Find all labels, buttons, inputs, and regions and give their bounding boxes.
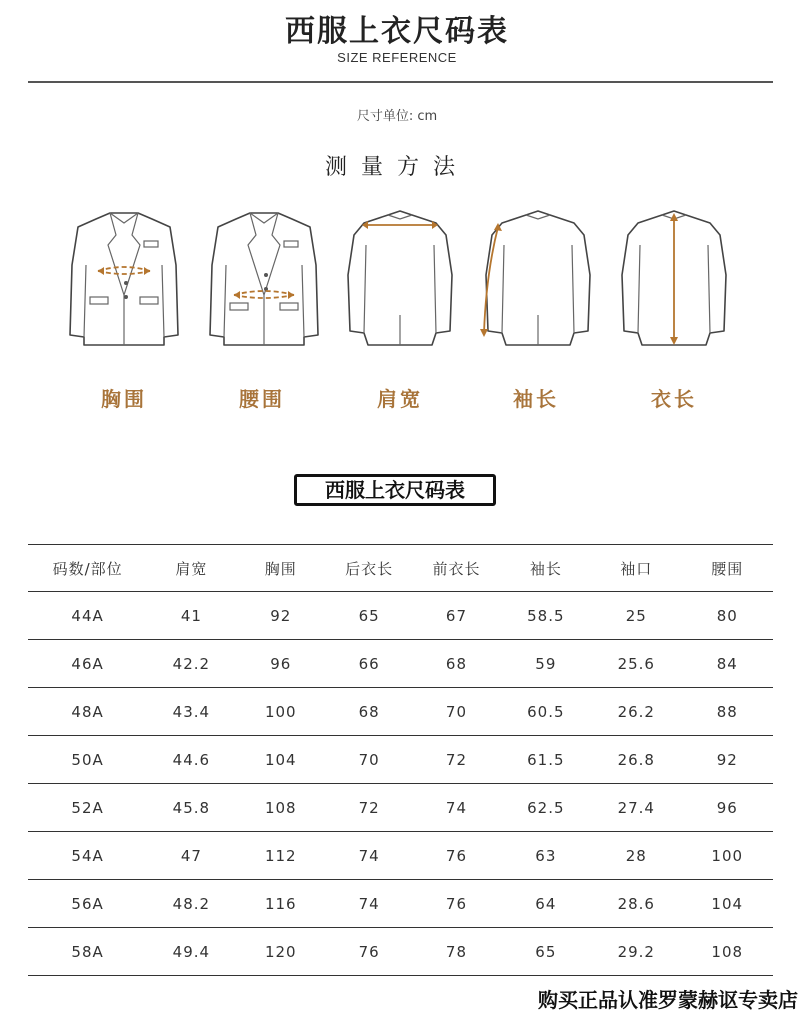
table-cell: 70 (326, 736, 412, 784)
jacket-front-chest-icon (64, 205, 184, 355)
divider (28, 81, 773, 83)
table-cell: 28.6 (591, 880, 681, 928)
table-cell: 63 (501, 832, 591, 880)
table-cell: 50A (28, 736, 147, 784)
table-cell: 104 (236, 736, 326, 784)
table-cell: 43.4 (147, 688, 235, 736)
table-cell: 96 (236, 640, 326, 688)
table-cell: 48A (28, 688, 147, 736)
page-subtitle: SIZE REFERENCE (337, 50, 457, 65)
table-header-row (28, 545, 773, 592)
table-cell: 49.4 (147, 928, 235, 976)
table-row (28, 832, 773, 880)
table-cell: 29.2 (591, 928, 681, 976)
unit-note: 尺寸单位: cm (356, 109, 438, 124)
figure-label-chest: 胸围 (101, 387, 147, 411)
table-row (28, 784, 773, 832)
table-header: 胸围 (236, 545, 326, 592)
table-cell: 100 (681, 832, 773, 880)
page-title: 西服上衣尺码表 (285, 14, 509, 49)
table-cell: 76 (412, 880, 500, 928)
jacket-back-sleeve-icon (478, 205, 598, 355)
table-cell: 26.2 (591, 688, 681, 736)
table-header: 肩宽 (147, 545, 235, 592)
figure-label-shoulder: 肩宽 (377, 387, 423, 411)
table-cell: 65 (326, 592, 412, 640)
table-cell: 25.6 (591, 640, 681, 688)
table-cell: 112 (236, 832, 326, 880)
table-cell: 92 (236, 592, 326, 640)
table-cell: 52A (28, 784, 147, 832)
table-cell: 100 (236, 688, 326, 736)
table-cell: 56A (28, 880, 147, 928)
table-row (28, 736, 773, 784)
table-cell: 42.2 (147, 640, 235, 688)
table-cell: 46A (28, 640, 147, 688)
table-row (28, 688, 773, 736)
table-cell: 96 (681, 784, 773, 832)
table-cell: 59 (501, 640, 591, 688)
table-row (28, 928, 773, 976)
table-cell: 78 (412, 928, 500, 976)
table-header: 腰围 (681, 545, 773, 592)
table-row (28, 592, 773, 640)
store-footer-text: 购买正品认准罗蒙赫讴专卖店 (538, 988, 798, 1012)
table-cell: 116 (236, 880, 326, 928)
table-cell: 68 (326, 688, 412, 736)
method-heading: 测量方法 (324, 155, 469, 180)
table-cell: 104 (681, 880, 773, 928)
table-cell: 76 (412, 832, 500, 880)
table-cell: 108 (681, 928, 773, 976)
table-cell: 65 (501, 928, 591, 976)
size-table (28, 544, 773, 976)
table-cell: 62.5 (501, 784, 591, 832)
table-cell: 70 (412, 688, 500, 736)
table-cell: 72 (326, 784, 412, 832)
table-row (28, 640, 773, 688)
figure-label-waist: 腰围 (239, 387, 285, 411)
table-cell: 64 (501, 880, 591, 928)
table-cell: 66 (326, 640, 412, 688)
table-header: 码数/部位 (28, 545, 147, 592)
table-cell: 58.5 (501, 592, 591, 640)
table-cell: 92 (681, 736, 773, 784)
table-cell: 60.5 (501, 688, 591, 736)
figure-label-length: 衣长 (651, 387, 697, 411)
table-row (28, 880, 773, 928)
table-cell: 84 (681, 640, 773, 688)
table-cell: 25 (591, 592, 681, 640)
table-header: 袖长 (501, 545, 591, 592)
table-cell: 120 (236, 928, 326, 976)
table-cell: 45.8 (147, 784, 235, 832)
table-cell: 61.5 (501, 736, 591, 784)
table-cell: 41 (147, 592, 235, 640)
table-cell: 108 (236, 784, 326, 832)
table-cell: 54A (28, 832, 147, 880)
table-cell: 74 (326, 832, 412, 880)
table-header: 后衣长 (326, 545, 412, 592)
table-cell: 44.6 (147, 736, 235, 784)
table-cell: 68 (412, 640, 500, 688)
jacket-front-waist-icon (204, 205, 324, 355)
table-header: 袖口 (591, 545, 681, 592)
table-cell: 58A (28, 928, 147, 976)
table-header: 前衣长 (412, 545, 500, 592)
jacket-back-length-icon (614, 205, 734, 355)
table-cell: 67 (412, 592, 500, 640)
table-cell: 44A (28, 592, 147, 640)
table-cell: 76 (326, 928, 412, 976)
table-cell: 47 (147, 832, 235, 880)
table-title: 西服上衣尺码表 (294, 474, 496, 506)
figure-label-sleeve: 袖长 (513, 387, 559, 411)
table-cell: 48.2 (147, 880, 235, 928)
table-cell: 88 (681, 688, 773, 736)
table-cell: 28 (591, 832, 681, 880)
table-cell: 80 (681, 592, 773, 640)
table-cell: 74 (326, 880, 412, 928)
table-cell: 74 (412, 784, 500, 832)
table-cell: 27.4 (591, 784, 681, 832)
table-cell: 72 (412, 736, 500, 784)
jacket-back-shoulder-icon (340, 205, 460, 355)
table-cell: 26.8 (591, 736, 681, 784)
